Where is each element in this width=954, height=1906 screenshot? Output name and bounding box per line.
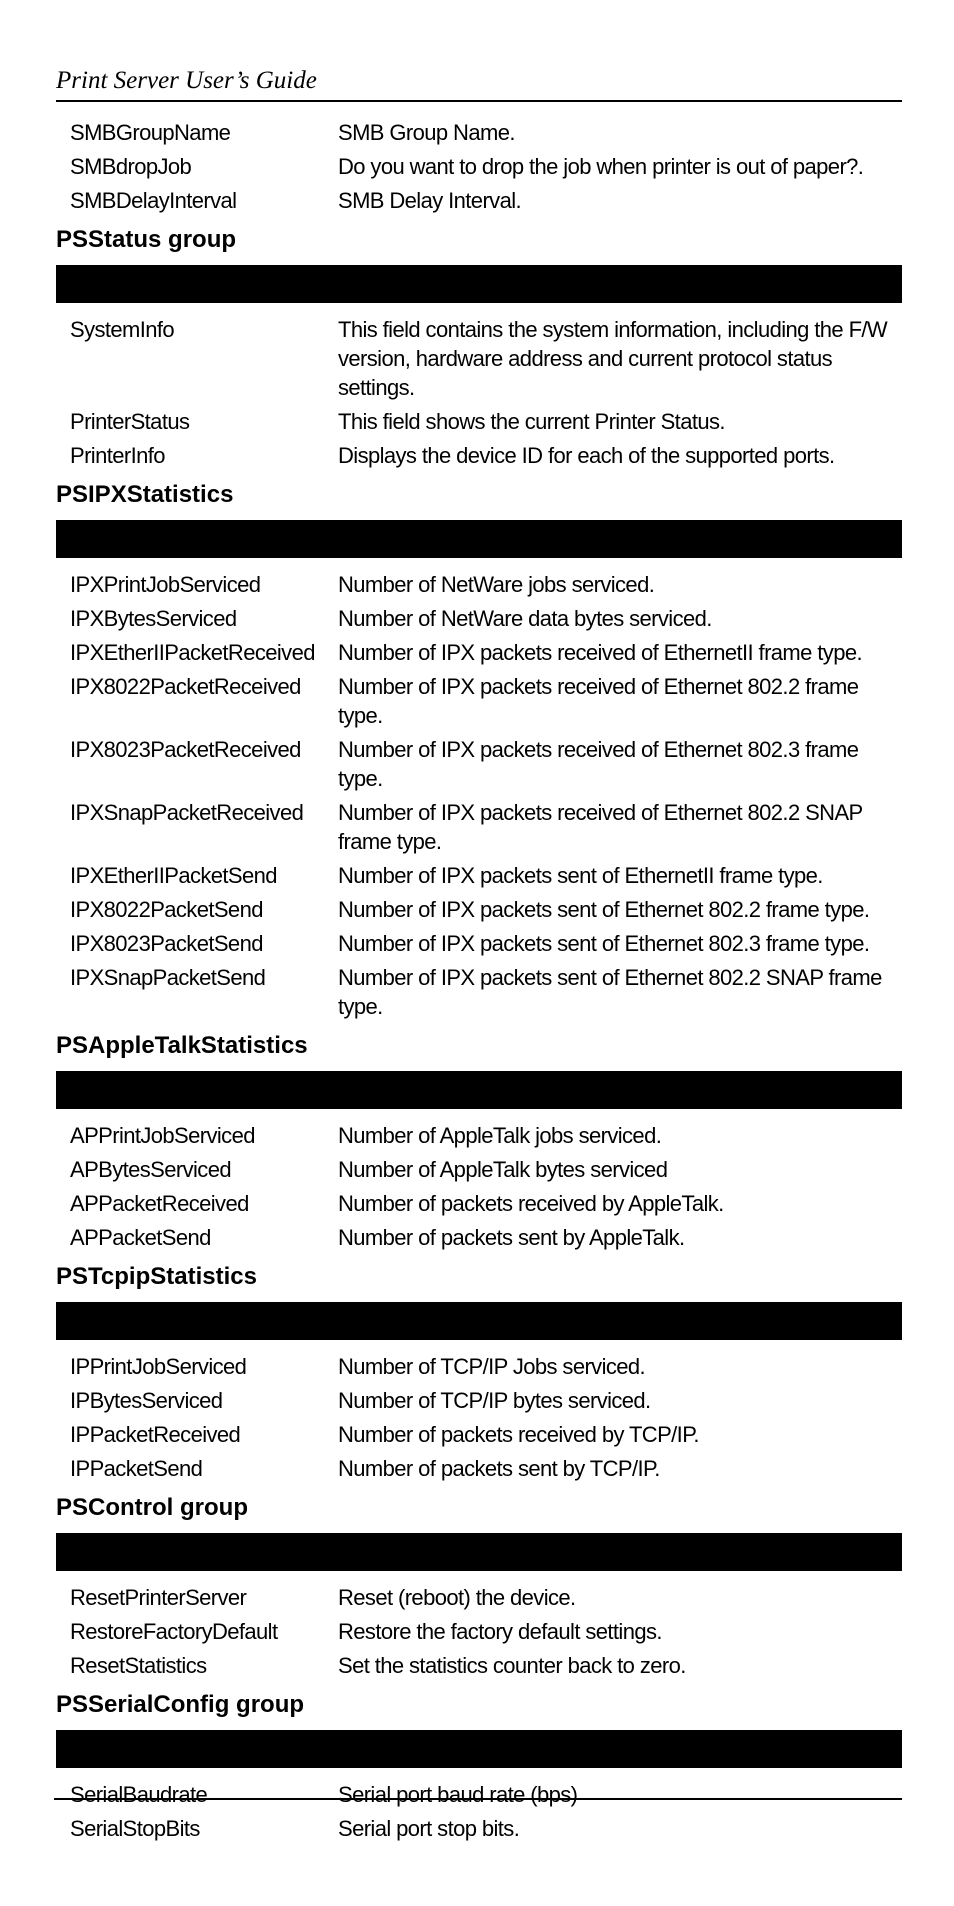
parameter-description: Number of IPX packets received of EthernetII frame type. [338,640,862,665]
parameter-row [56,929,902,958]
parameter-row [56,672,902,730]
parameter-name: IPPacketSend [70,1456,203,1481]
parameter-list [56,1583,902,1680]
parameter-row [56,1583,902,1612]
parameter-name: IPXBytesServiced [70,606,237,631]
parameter-description: Number of TCP/IP bytes serviced. [338,1388,651,1413]
parameter-description: Number of IPX packets sent of Ethernet 802.2 SNAP frame type. [338,965,882,1019]
parameter-list [56,1780,902,1843]
parameter-row [56,895,902,924]
parameter-name: PrinterStatus [70,409,190,434]
parameter-description: Number of AppleTalk bytes serviced [338,1157,668,1182]
section-title: PSIPXStatistics [56,481,234,508]
parameter-row [56,1780,902,1809]
parameter-row [56,861,902,890]
parameter-row [56,1454,902,1483]
parameter-row [56,1121,902,1150]
section [56,1493,902,1680]
section [56,1262,902,1483]
parameter-row [56,1814,902,1843]
section-title: PSControl group [56,1494,248,1521]
parameter-description: Number of packets sent by TCP/IP. [338,1456,660,1481]
parameter-description: Serial port baud rate (bps) [338,1782,578,1807]
section-title: PSSerialConfig group [56,1691,305,1718]
parameter-row [56,1189,902,1218]
parameter-name: IPX8023PacketSend [70,931,263,956]
section-title: PSTcpipStatistics [56,1263,257,1290]
section [56,1690,902,1843]
parameter-name: IPPrintJobServiced [70,1354,247,1379]
parameter-name: SMBdropJob [70,154,192,179]
parameter-description: Number of packets sent by AppleTalk. [338,1225,685,1250]
parameter-description: Number of IPX packets received of Ethernet 802.2 frame type. [338,674,859,728]
parameter-list [56,1121,902,1252]
parameter-name: IPX8022PacketSend [70,897,263,922]
parameter-description: Number of NetWare jobs serviced. [338,572,655,597]
parameter-row [56,407,902,436]
parameter-description: Set the statistics counter back to zero. [338,1653,686,1678]
parameter-description: This field shows the current Printer Status. [338,409,725,434]
parameter-list [56,1352,902,1483]
parameter-name: IPXEtherIIPacketSend [70,863,277,888]
parameter-description: Number of AppleTalk jobs serviced. [338,1123,662,1148]
table-header-bar [56,520,902,558]
parameter-name: ResetStatistics [70,1653,207,1678]
parameter-name: APBytesServiced [70,1157,231,1182]
parameter-name: APPrintJobServiced [70,1123,255,1148]
parameter-description: Number of TCP/IP Jobs serviced. [338,1354,646,1379]
parameter-row [56,1352,902,1381]
header-rule [56,100,902,102]
parameter-row [56,638,902,667]
parameter-description: This field contains the system information, including the F/W version, hardware address and current protocol status settings. [338,317,888,400]
parameter-description: Do you want to drop the job when printer is out of paper?. [338,154,864,179]
section-list [56,225,902,1843]
parameter-name: IPX8022PacketReceived [70,674,301,699]
parameter-name: SMBGroupName [70,120,231,145]
parameter-name: IPXSnapPacketReceived [70,800,304,825]
parameter-description: Reset (reboot) the device. [338,1585,576,1610]
parameter-row [56,1386,902,1415]
table-header-bar [56,265,902,303]
parameter-name: SerialBaudrate [70,1782,208,1807]
parameter-row [56,1223,902,1252]
table-header-bar [56,1730,902,1768]
running-head: Print Server User’s Guide [56,67,317,94]
intro-parameter-list [56,118,902,215]
parameter-row [56,570,902,599]
parameter-row [56,963,902,1021]
parameter-row [56,735,902,793]
parameter-description: Number of IPX packets sent of Ethernet 802.3 frame type. [338,931,870,956]
parameter-description: Number of NetWare data bytes serviced. [338,606,712,631]
parameter-row [56,152,902,181]
parameter-description: Number of packets received by TCP/IP. [338,1422,699,1447]
section-title: PSStatus group [56,226,237,253]
parameter-name: SMBDelayInterval [70,188,237,213]
parameter-name: APPacketSend [70,1225,211,1250]
parameter-name: APPacketReceived [70,1191,249,1216]
table-header-bar [56,1302,902,1340]
section [56,480,902,1021]
parameter-name: RestoreFactoryDefault [70,1619,278,1644]
parameter-description: Displays the device ID for each of the supported ports. [338,443,835,468]
parameter-row [56,1651,902,1680]
parameter-description: Number of IPX packets received of Ethernet 802.2 SNAP frame type. [338,800,863,854]
parameter-description: Number of IPX packets sent of Ethernet 802.2 frame type. [338,897,870,922]
parameter-row [56,186,902,215]
section [56,1031,902,1252]
parameter-name: IPXSnapPacketSend [70,965,266,990]
parameter-name: ResetPrinterServer [70,1585,247,1610]
parameter-name: SerialStopBits [70,1816,200,1841]
table-header-bar [56,1533,902,1571]
parameter-name: IPBytesServiced [70,1388,223,1413]
parameter-name: IPX8023PacketReceived [70,737,301,762]
parameter-row [56,604,902,633]
parameter-row [56,1420,902,1449]
parameter-name: IPPacketReceived [70,1422,241,1447]
parameter-row [56,798,902,856]
parameter-name: IPXEtherIIPacketReceived [70,640,315,665]
footer-rule [54,1798,902,1800]
section-title: PSAppleTalkStatistics [56,1032,308,1059]
parameter-description: SMB Group Name. [338,120,515,145]
parameter-row [56,1155,902,1184]
section [56,225,902,470]
parameter-description: Number of IPX packets received of Ethernet 802.3 frame type. [338,737,859,791]
parameter-name: PrinterInfo [70,443,165,468]
parameter-list [56,315,902,470]
parameter-description: Number of packets received by AppleTalk. [338,1191,724,1216]
parameter-row [56,118,902,147]
parameter-description: Serial port stop bits. [338,1816,520,1841]
parameter-list [56,570,902,1021]
parameter-description: Number of IPX packets sent of EthernetII frame type. [338,863,823,888]
parameter-row [56,441,902,470]
parameter-description: Restore the factory default settings. [338,1619,662,1644]
table-header-bar [56,1071,902,1109]
parameter-description: SMB Delay Interval. [338,188,522,213]
parameter-row [56,315,902,402]
parameter-name: IPXPrintJobServiced [70,572,261,597]
parameter-row [56,1617,902,1646]
document-content [56,118,902,1843]
parameter-name: SystemInfo [70,317,175,342]
